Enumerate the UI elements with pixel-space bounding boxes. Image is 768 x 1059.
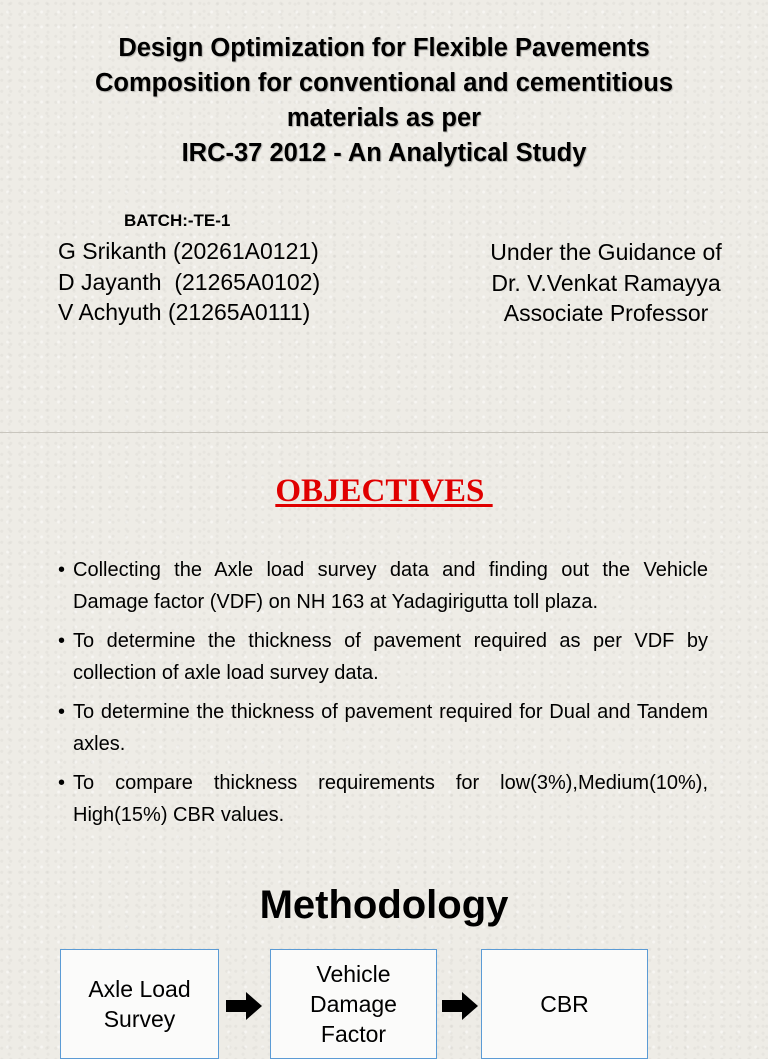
right-arrow-icon [224,991,264,1021]
guidance-line: Under the Guidance of [490,239,722,265]
objective-item: • To compare thickness requirements for low(3%),Medium(10%), High(15%) CBR values. [56,767,708,831]
right-arrow-icon [440,991,480,1021]
title-slide [0,0,768,432]
flow-box-text: Axle Load [88,976,191,1002]
student-name: G Srikanth (20261A0121) [58,238,319,264]
student-name: V Achyuth (21265A0111) [58,299,311,325]
title-line: Design Optimization for Flexible Pavements [118,34,650,62]
flow-box-text: Factor [320,1021,387,1047]
flow-box-vehicle-damage-factor [270,949,437,1059]
flow-box-text: Vehicle [316,961,391,987]
student-name: D Jayanth (21265A0102) [58,268,321,295]
objectives-slide [0,433,768,1047]
presentation-title [20,31,748,171]
flow-box-text: Damage [310,991,397,1017]
guidance-line: Dr. V.Venkat Ramayya [491,269,721,296]
objective-item: • To determine the thickness of pavement required for Dual and Tandem axles. [56,696,708,760]
methodology-title: Methodology [259,883,509,927]
flow-box-axle-load-survey [60,949,219,1059]
objective-item: • To determine the thickness of pavement required as per VDF by collection of axle load survey data. [56,625,708,689]
guidance-line: Associate Professor [503,300,709,326]
student-list [58,236,320,328]
flow-box-cbr [481,949,648,1059]
title-line: IRC-37 2012 - An Analytical Study [181,139,587,167]
objectives-list [56,554,708,838]
title-line: materials as per [286,104,482,132]
objective-item: • Collecting the Axle load survey data and finding out the Vehicle Damage factor (VDF) on NH 163 at Yadagirigutta toll plaza. [56,554,708,618]
flow-box-text: CBR [540,991,589,1017]
title-line: Composition for conventional and cementitious [94,69,674,97]
batch-label: BATCH:-TE-1 [124,211,231,230]
flow-box-text: Survey [103,1006,176,1032]
objectives-title: OBJECTIVES [275,473,493,509]
guidance-block [470,237,742,329]
